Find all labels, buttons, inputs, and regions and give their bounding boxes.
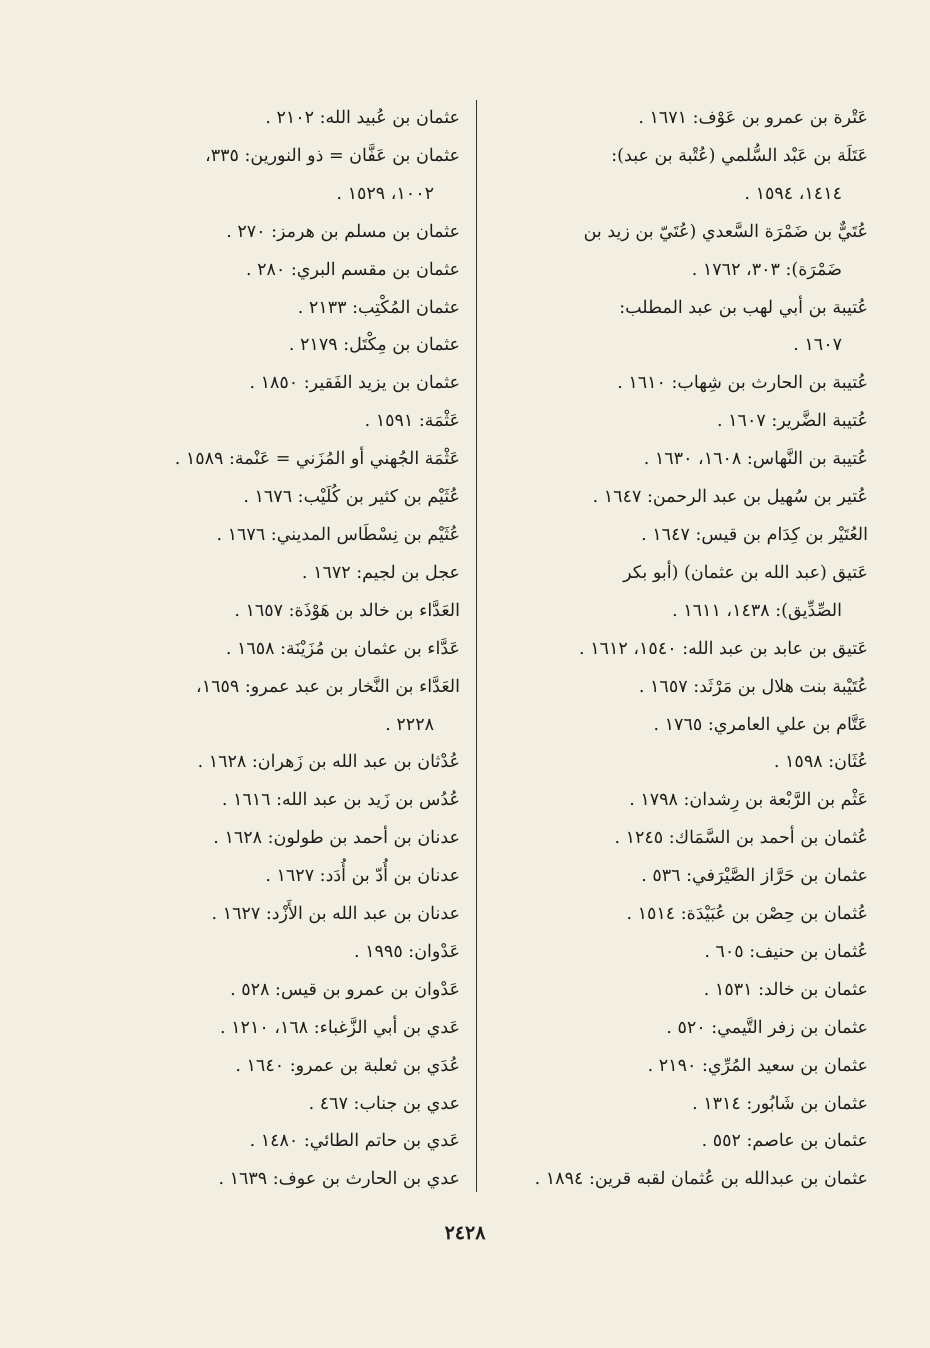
entry-line: عدي بن جناب: ٤٦٧ .	[308, 1093, 460, 1114]
entry-line: عَدي بن حاتم الطائي: ١٤٨٠ .	[249, 1131, 460, 1152]
entry-line: عُدْثان بن عبد الله بن زَهران: ١٦٢٨ .	[197, 752, 460, 773]
entry-line: عثمان بن عبدالله بن عُثمان لقبه قرين: ١٨٩٤ .	[534, 1169, 868, 1190]
right-column	[490, 100, 868, 1199]
index-entry	[115, 972, 460, 1010]
index-entry	[115, 403, 460, 441]
index-entry	[490, 744, 868, 782]
left-column	[115, 100, 460, 1199]
index-entry	[115, 744, 460, 782]
index-entry	[115, 934, 460, 972]
entry-line: عدنان بن أُدّ بن أُدَد: ١٦٢٧ .	[265, 866, 460, 887]
entry-line: عَدَّاء بن عثمان بن مُزَيْنَة: ١٦٥٨ .	[225, 638, 460, 659]
entry-line: عثمان بن مِكْتَل: ٢١٧٩ .	[288, 335, 460, 356]
index-entry	[490, 896, 868, 934]
entry-line: عدي بن الحارث بن عوف: ١٦٣٩ .	[218, 1169, 460, 1190]
entry-line: عُتيبة بن النَّهاس: ١٦٠٨، ١٦٣٠ .	[643, 449, 868, 470]
index-entry	[115, 1010, 460, 1048]
entry-line: عُثمان بن حِصْن بن عُبَيْدَة: ١٥١٤ .	[626, 904, 868, 925]
entry-line: عثمان بن حَرَّاز الصَّيْرَفي: ٥٣٦ .	[641, 866, 868, 887]
index-entry	[115, 327, 460, 365]
entry-line: عُثمان بن حنيف: ٦٠٥ .	[704, 941, 868, 962]
entry-line: عَدْوان: ١٩٩٥ .	[353, 941, 460, 962]
index-entry	[490, 782, 868, 820]
index-entry	[490, 555, 868, 631]
entry-line: عدنان بن أحمد بن طولون: ١٦٢٨ .	[213, 828, 460, 849]
entry-line: عدنان بن عبد الله بن الأَزْد: ١٦٢٧ .	[211, 904, 460, 925]
index-entry	[115, 1161, 460, 1199]
index-entry	[490, 1161, 868, 1199]
index-entry	[115, 252, 460, 290]
entry-line: عَثْم بن الرَّبْعة بن رِشدان: ١٧٩٨ .	[629, 790, 868, 811]
entry-line: عَدي بن أبي الزَّغباء: ١٦٨، ١٢١٠ .	[220, 1017, 460, 1038]
index-entry	[490, 441, 868, 479]
index-entry	[490, 972, 868, 1010]
entry-line: عُثَيْم بن نِسْطَاس المديني: ١٦٧٦ .	[216, 524, 460, 545]
index-entry	[490, 100, 868, 138]
index-entry	[115, 1086, 460, 1124]
entry-line: عَثْمَة: ١٥٩١ .	[364, 411, 460, 432]
entry-line: عُدَي بن ثعلبة بن عمرو: ١٦٤٠ .	[235, 1055, 460, 1076]
index-entry	[115, 290, 460, 328]
entry-line: عُثَيْم بن كثير بن كُلَيْب: ١٦٧٦ .	[243, 487, 460, 508]
entry-line: عثمان بن عَفَّان = ذو النورين: ٣٣٥،	[205, 145, 460, 166]
entry-line: عُدُس بن زَيد بن عبد الله: ١٦١٦ .	[221, 790, 460, 811]
entry-line: عَتيق (عبد الله بن عثمان) (أبو بكر	[623, 562, 868, 583]
index-entry	[490, 707, 868, 745]
entry-line: عَتَلَة بن عَبْد السُّلمي (عُتْبة بن عبد):	[611, 145, 868, 166]
index-entry	[490, 479, 868, 517]
index-entry	[115, 214, 460, 252]
entry-line: عثمان بن مقسم البري: ٢٨٠ .	[245, 259, 460, 280]
entry-line: عَتْرة بن عمرو بن عَوْف: ١٦٧١ .	[638, 108, 868, 128]
entry-line: عثمان بن مسلم بن هرمز: ٢٧٠ .	[226, 221, 460, 242]
index-entry	[115, 782, 460, 820]
page-number: ٢٤٢٨	[444, 1222, 486, 1244]
entry-line: عُتيبة الضَّرير: ١٦٠٧ .	[717, 411, 868, 432]
entry-line: عثمان بن شَابُور: ١٣١٤ .	[692, 1093, 868, 1114]
entry-line: عثمان بن يزيد الفَقير: ١٨٥٠ .	[249, 373, 460, 394]
entry-line: العَدَّاء بن النَّخار بن عبد عمرو: ١٦٥٩،	[196, 676, 460, 697]
entry-line: عثمان المُكْتِب: ٢١٣٣ .	[297, 297, 460, 318]
entry-line: عُتَيْبة بنت هلال بن مَرْثَد: ١٦٥٧ .	[638, 676, 868, 697]
entry-line: عُثمان بن أحمد بن السَّمَاك: ١٢٤٥ .	[614, 828, 868, 849]
index-entry	[115, 555, 460, 593]
entry-line: عُتير بن سُهيل بن عبد الرحمن: ١٦٤٧ .	[592, 487, 868, 508]
entry-line: عثمان بن عُبيد الله: ٢١٠٢ .	[265, 108, 460, 128]
entry-line: العَدَّاء بن خالد بن هَوْذَة: ١٦٥٧ .	[234, 600, 460, 621]
entry-line: عجل بن لجيم: ١٦٧٢ .	[301, 562, 460, 583]
entry-line: عثمان بن عاصم: ٥٥٢ .	[701, 1131, 868, 1152]
index-entry	[115, 896, 460, 934]
entry-line: عَتيق بن عابد بن عبد الله: ١٥٤٠، ١٦١٢ .	[579, 638, 868, 659]
index-entry	[490, 1048, 868, 1086]
index-entry	[490, 214, 868, 290]
index-entry	[490, 403, 868, 441]
entry-line: عثمان بن سعيد المُرِّي: ٢١٩٠ .	[647, 1055, 868, 1076]
entry-line: عُتَيٌّ بن ضَمْرَة السَّعدي (عُتَيّ بن زيد بن	[583, 221, 868, 242]
index-entry	[490, 1010, 868, 1048]
index-entry	[115, 138, 460, 214]
index-entry	[115, 1048, 460, 1086]
index-entry	[115, 517, 460, 555]
index-entry	[115, 820, 460, 858]
index-entry	[490, 669, 868, 707]
index-entry	[490, 1086, 868, 1124]
index-entry	[490, 631, 868, 669]
entry-line: عَتَّام بن علي العامري: ١٧٦٥ .	[653, 714, 868, 735]
index-entry	[490, 1123, 868, 1161]
index-entry	[490, 517, 868, 555]
entry-continuation: ضَمْرَة): ٣٠٣، ١٧٦٢ .	[691, 259, 842, 280]
entry-line: عُتيبة بن أبي لهب بن عبد المطلب:	[619, 297, 868, 318]
index-entry	[115, 365, 460, 403]
entry-line: العُتَيْر بن كِدَام بن قيس: ١٦٤٧ .	[641, 524, 868, 545]
index-entry	[490, 858, 868, 896]
entry-continuation: ٢٢٢٨ .	[385, 714, 434, 735]
index-entry	[115, 858, 460, 896]
index-entry	[490, 820, 868, 858]
entry-line: عثمان بن زفر التَّيمي: ٥٢٠ .	[666, 1017, 868, 1038]
index-entry	[490, 365, 868, 403]
entry-line: عَثْمَة الجُهني أو المُزَني = عَنْمة: ١٥٨٩ .	[174, 449, 460, 470]
index-entry	[115, 593, 460, 631]
index-entry	[490, 934, 868, 972]
index-entry	[490, 290, 868, 366]
index-entry	[115, 631, 460, 669]
entry-continuation: ١٦٠٧ .	[793, 335, 842, 356]
entry-line: عُتيبة بن الحارث بن شِهاب: ١٦١٠ .	[617, 373, 868, 394]
entry-line: عُثَان: ١٥٩٨ .	[773, 752, 868, 773]
index-entry	[115, 669, 460, 745]
entry-continuation: الصِّدِّيق): ١٤٣٨، ١٦١١ .	[672, 600, 842, 621]
index-entry	[115, 100, 460, 138]
index-entry	[115, 479, 460, 517]
index-entry	[490, 138, 868, 214]
column-divider	[476, 100, 477, 1192]
entry-continuation: ١٤١٤، ١٥٩٤ .	[744, 183, 842, 204]
entry-continuation: ١٠٠٢، ١٥٢٩ .	[336, 183, 434, 204]
index-entry	[115, 441, 460, 479]
entry-line: عثمان بن خالد: ١٥٣١ .	[703, 979, 868, 1000]
index-entry	[115, 1123, 460, 1161]
entry-line: عَدْوان بن عمرو بن قيس: ٥٢٨ .	[230, 979, 460, 1000]
